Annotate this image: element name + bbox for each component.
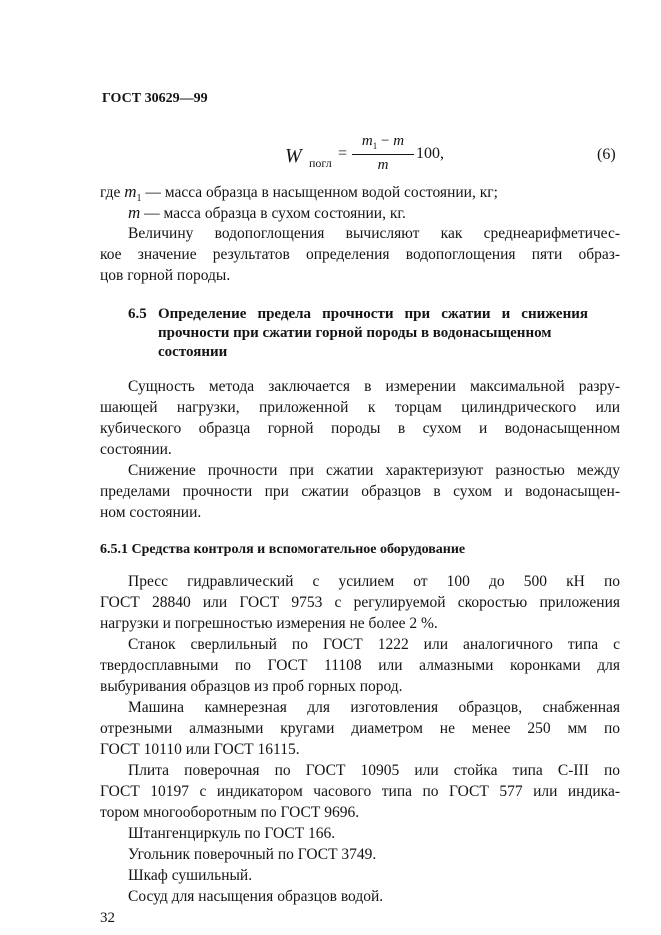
equipment-line: Угольник поверочный по ГОСТ 3749. xyxy=(128,846,377,863)
formula-6 xyxy=(285,133,445,181)
fraction-bar xyxy=(352,154,414,155)
m1-sub: 1 xyxy=(136,193,142,205)
formula-numerator xyxy=(352,133,414,151)
equation-number: (6) xyxy=(597,146,616,163)
equipment-line: Пресс гидравлический с усилием от 100 до 500 кН по xyxy=(128,573,620,590)
where-intro: где xyxy=(100,184,121,201)
para3-line: Снижение прочности при сжатии характеризуют разностью между xyxy=(128,462,620,479)
m-symbol: m xyxy=(128,203,141,222)
equipment-line: Штангенциркуль по ГОСТ 166. xyxy=(128,825,336,842)
formula-denominator: m xyxy=(377,157,389,173)
formula-equals: = xyxy=(338,145,348,162)
formula-lhs-symbol: W xyxy=(285,145,302,167)
numerator-m: m xyxy=(361,133,373,149)
equipment-line: ГОСТ 28840 или ГОСТ 9753 с регулируемой скоростью приложения xyxy=(100,594,620,611)
equipment-line: Плита поверочная по ГОСТ 10905 или стойка типа С-III по xyxy=(128,762,620,779)
para1-line: кое значение результатов определения водопоглощения пяти образ- xyxy=(100,246,620,263)
para3-line: ном состоянии. xyxy=(100,504,202,521)
para2-line: состоянии. xyxy=(100,441,172,458)
para1-line: Величину водопоглощения вычисляют как среднеарифметичес- xyxy=(128,225,620,242)
section-6-5-title: состоянии xyxy=(158,344,228,360)
equipment-line: Станок сверлильный по ГОСТ 1222 или аналогичного типа с xyxy=(128,636,620,653)
section-6-5-title: прочности при сжатии горной породы в водонасыщенном xyxy=(158,325,552,341)
m1-desc: — масса образца в насыщенном водой состоянии, кг; xyxy=(145,184,498,201)
equipment-line: Сосуд для насыщения образцов водой. xyxy=(128,888,384,905)
equipment-line: ГОСТ 10110 или ГОСТ 16115. xyxy=(100,741,300,758)
m-desc: — масса образца в сухом состоянии, кг. xyxy=(144,205,406,222)
equipment-line: нагрузки и погрешностью измерения не более 2 %. xyxy=(100,615,438,632)
document-header: ГОСТ 30629—99 xyxy=(102,91,208,106)
equipment-line: Машина камнерезная для изготовления образцов, снабженная xyxy=(128,699,620,716)
formula-lhs-subscript: погл xyxy=(309,156,332,170)
equipment-line: ГОСТ 10197 с индикатором часового типа по ГОСТ 577 или индика- xyxy=(100,783,620,800)
section-6-5-1-title: 6.5.1 Средства контроля и вспомогательное оборудование xyxy=(100,542,466,557)
formula-factor: 100, xyxy=(416,145,444,162)
where-line-m xyxy=(128,203,406,224)
para3-line: пределами прочности при сжатии образцов в сухом и водонасыщен- xyxy=(100,483,620,500)
equipment-line: выбуривания образцов из проб горных пород. xyxy=(100,678,403,695)
page-number: 32 xyxy=(100,910,115,926)
equipment-line: тором многооборотным по ГОСТ 9696. xyxy=(100,804,360,821)
numerator-minus: − xyxy=(377,133,394,149)
section-6-5-title: Определение предела прочности при сжатии и снижения xyxy=(158,306,588,322)
equipment-line: отрезными алмазными кругами диаметром не менее 250 мм по xyxy=(100,720,620,737)
m1-symbol: m xyxy=(124,182,137,201)
para1-line: цов горной породы. xyxy=(100,267,231,284)
para2-line: шающей нагрузки, приложенной к торцам цилиндрического или xyxy=(100,399,620,416)
para2-line: кубического образца горной породы в сухом и водонасыщенном xyxy=(100,420,620,437)
para2-line: Сущность метода заключается в измерении максимальной разру- xyxy=(128,378,620,395)
numerator-m2: m xyxy=(393,133,405,149)
equipment-line: Шкаф сушильный. xyxy=(128,867,253,884)
section-6-5-number: 6.5 xyxy=(128,306,147,322)
numerator-m-sub: 1 xyxy=(372,141,378,151)
equipment-line: твердосплавными по ГОСТ 11108 или алмазными коронками для xyxy=(100,657,620,674)
